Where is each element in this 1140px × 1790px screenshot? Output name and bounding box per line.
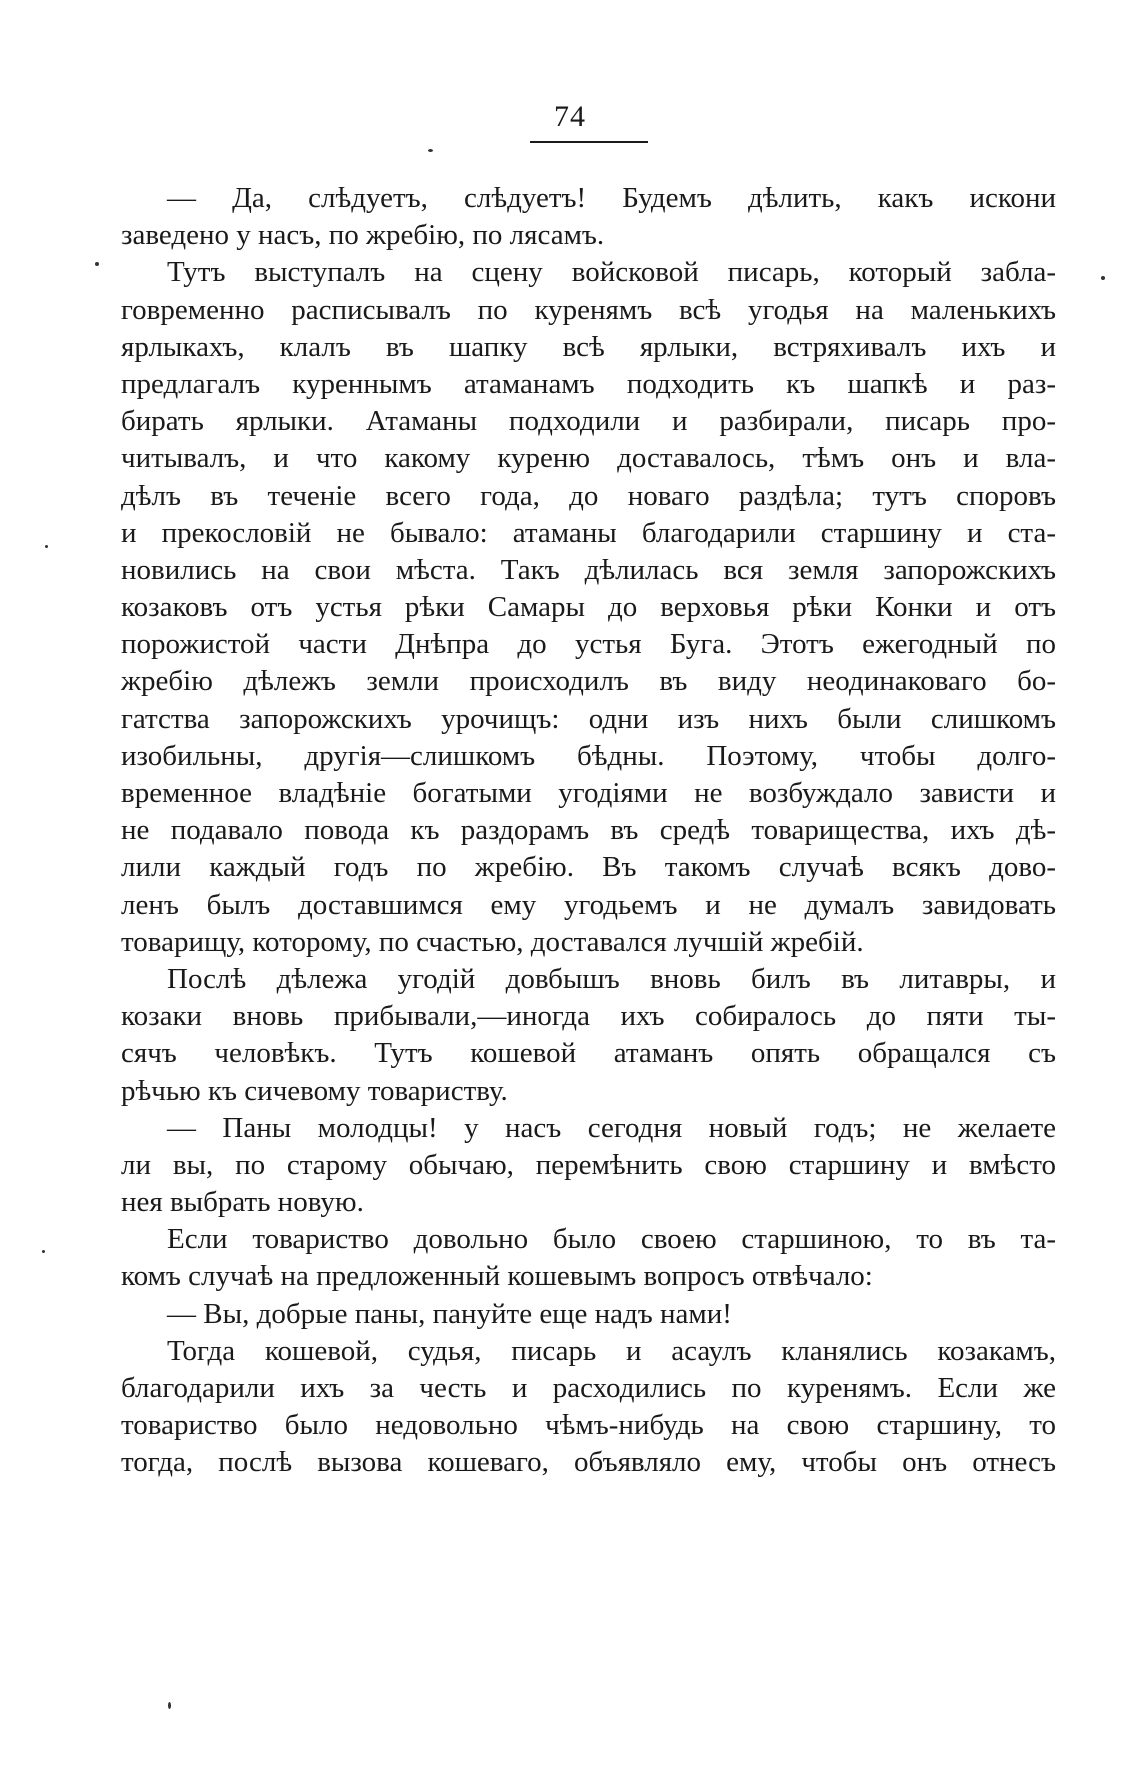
ink-speck [428, 149, 433, 152]
ink-speck [45, 545, 48, 548]
ink-speck [168, 1702, 171, 1709]
text-line: не подавало повода къ раздорамъ въ средѣ товарищества, ихъ дѣ- [121, 814, 1056, 847]
text-line: комъ случаѣ на предложенный кошевымъ вопросъ отвѣчало: [121, 1260, 873, 1293]
text-line: — Паны молодцы! у насъ сегодня новый годъ; не желаете [167, 1111, 1056, 1144]
text-line: козаки вновь прибывали,—иногда ихъ собиралось до пяти ты- [121, 1000, 1056, 1033]
page-number: 74 [554, 100, 586, 133]
text-line: Послѣ дѣлежа угодій довбышъ вновь билъ въ литавры, и [167, 962, 1056, 995]
text-line: тогда, послѣ вызова кошеваго, объявляло ему, чтобы онъ отнесъ [121, 1446, 1056, 1479]
text-line: — Да, слѣдуетъ, слѣдуетъ! Будемъ дѣлить, какъ искони [167, 182, 1056, 214]
text-line: благодарили ихъ за честь и расходились по куренямъ. Если же [121, 1372, 1056, 1404]
text-line: новились на свои мѣста. Такъ дѣлилась вся земля запорожскихъ [121, 553, 1056, 586]
text-line: и прекословій не бывало: атаманы благодарили старшину и ста- [121, 516, 1056, 549]
text-line: предлагалъ куреннымъ атаманамъ подходить къ шапкѣ и раз- [121, 367, 1056, 400]
text-line: лили каждый годъ по жребію. Въ такомъ случаѣ всякъ дово- [121, 851, 1056, 884]
text-line: дѣлъ въ теченіе всего года, до новаго раздѣла; тутъ споровъ [121, 479, 1056, 512]
ink-speck [42, 1250, 45, 1253]
text-line: ярлыкахъ, клалъ въ шапку всѣ ярлыки, встряхивалъ ихъ и [121, 330, 1056, 363]
text-line: козаковъ отъ устья рѣки Самары до верховья рѣки Конки и отъ [121, 591, 1056, 624]
ink-speck [1101, 276, 1105, 280]
text-line: Тутъ выступалъ на сцену войсковой писарь, который забла- [167, 256, 1056, 289]
text-line: временное владѣніе богатыми угодіями не возбуждало зависти и [121, 777, 1056, 809]
text-line: ленъ былъ доставшимся ему угодьемъ и не думалъ завидовать [121, 888, 1056, 921]
text-line: говременно расписывалъ по куренямъ всѣ угодья на маленькихъ [121, 293, 1056, 326]
text-line: нея выбрать новую. [121, 1186, 364, 1219]
text-line: изобильны, другія—слишкомъ бѣдны. Поэтому, чтобы долго- [121, 739, 1056, 772]
text-line: рѣчью къ сичевому товариству. [121, 1074, 508, 1107]
page-number-rule [530, 141, 648, 143]
body-text [121, 180, 1056, 1482]
text-line: товарищу, которому, по счастью, доставался лучшій жребій. [121, 925, 864, 958]
text-line: гатства запорожскихъ урочищъ: одни изъ нихъ были слишкомъ [121, 702, 1056, 735]
text-line: бирать ярлыки. Атаманы подходили и разбирали, писарь про- [121, 405, 1056, 438]
ink-speck [95, 262, 99, 266]
text-line: — Вы, добрые паны, пануйте еще надъ нами! [167, 1297, 732, 1330]
text-line: Тогда кошевой, судья, писарь и асаулъ кланялись козакамъ, [167, 1334, 1056, 1367]
text-line: жребію дѣлежъ земли происходилъ въ виду неодинаковаго бо- [121, 665, 1056, 698]
text-line: Если товариство довольно было своею старшиною, то въ та- [167, 1223, 1056, 1256]
text-line: заведено у насъ, по жребію, по лясамъ. [121, 219, 605, 252]
text-line: порожистой части Днѣпра до устья Буга. Этотъ ежегодный по [121, 628, 1056, 661]
text-line: читывалъ, и что какому куреню доставалось, тѣмъ онъ и вла- [121, 442, 1056, 475]
text-line: сячъ человѣкъ. Тутъ кошевой атаманъ опять обращался съ [121, 1037, 1056, 1070]
text-line: товариство было недовольно чѣмъ-нибудь на свою старшину, то [121, 1409, 1056, 1442]
text-line: ли вы, по старому обычаю, перемѣнить свою старшину и вмѣсто [121, 1148, 1056, 1181]
